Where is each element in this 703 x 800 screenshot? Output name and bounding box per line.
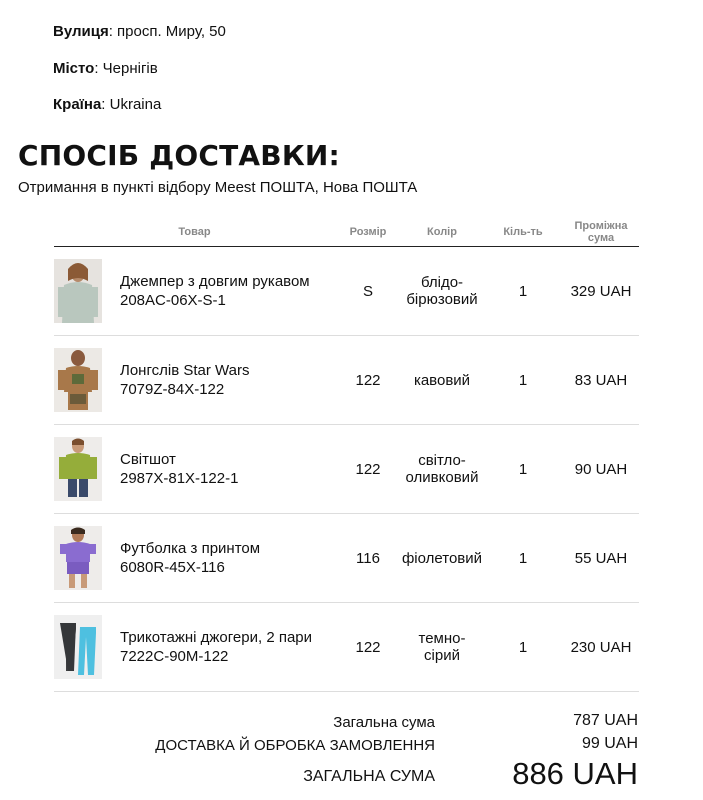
product-thumbnail-cell [54, 336, 120, 425]
product-price: 329 UAH [563, 247, 639, 336]
product-price: 55 UAH [563, 514, 639, 603]
city-value: : Чернігів [94, 60, 158, 77]
product-size: 122 [335, 425, 401, 514]
product-price: 83 UAH [563, 336, 639, 425]
address-country [53, 96, 161, 114]
street-value: : просп. Миру, 50 [108, 23, 226, 40]
product-sku: 7079Z-84X-122 [120, 381, 225, 398]
product-name-cell [120, 425, 335, 514]
delivery-method: Отримання в пункті відбору Meest ПОШТА, Нова ПОШТА [18, 179, 418, 196]
address-street [53, 23, 226, 41]
header-qty: Кіль-ть [483, 218, 563, 247]
street-label: Вулиця [53, 23, 109, 40]
product-size: 116 [335, 514, 401, 603]
header-color: Колір [401, 218, 483, 247]
product-size: S [335, 247, 401, 336]
table-row [54, 336, 639, 425]
product-sku: 7222C-90M-122 [120, 648, 229, 665]
product-image-jumper[interactable] [54, 259, 102, 323]
total-value: 787 UAH [573, 712, 638, 729]
product-price: 90 UAH [563, 425, 639, 514]
country-value: : Ukraina [101, 96, 162, 113]
product-thumbnail-cell [54, 514, 120, 603]
product-sku: 2987X-81X-122-1 [120, 470, 239, 487]
product-sku: 6080R-45X-116 [120, 559, 225, 576]
product-image-sweatshirt[interactable] [54, 437, 102, 501]
address-city [53, 60, 158, 78]
city-label: Місто [53, 60, 95, 77]
product-name-cell [120, 514, 335, 603]
delivery-title: СПОСІБ ДОСТАВКИ: [18, 139, 340, 172]
header-size: Розмір [335, 218, 401, 247]
product-color: блідо-бірюзовий [401, 247, 483, 336]
product-color: темно-сірий [401, 603, 483, 692]
product-thumbnail-cell [54, 425, 120, 514]
product-color: світло-оливковий [401, 425, 483, 514]
header-product: Товар [54, 218, 335, 247]
header-subtotal: Проміжна сума [563, 218, 639, 247]
product-name: Лонгслів Star Wars [120, 362, 250, 379]
product-qty: 1 [483, 247, 563, 336]
product-name: Світшот [120, 451, 176, 468]
shipping-value: 99 UAH [581, 735, 638, 752]
product-name-cell [120, 603, 335, 692]
product-qty: 1 [483, 603, 563, 692]
product-qty: 1 [483, 336, 563, 425]
table-row [54, 425, 639, 514]
product-thumbnail-cell [54, 247, 120, 336]
product-qty: 1 [483, 514, 563, 603]
product-size: 122 [335, 336, 401, 425]
product-thumbnail-cell [54, 603, 120, 692]
product-sku: 208AC-06X-S-1 [120, 292, 226, 309]
product-image-tshirt[interactable] [54, 526, 102, 590]
product-color: кавовий [401, 336, 483, 425]
product-price: 230 UAH [563, 603, 639, 692]
table-row [54, 603, 639, 692]
product-name-cell [120, 247, 335, 336]
product-color: фіолетовий [401, 514, 483, 603]
product-qty: 1 [483, 425, 563, 514]
grand-total-label: ЗАГАЛЬНА СУМА [303, 768, 435, 785]
product-name-cell [120, 336, 335, 425]
table-row [54, 247, 639, 336]
product-name: Трикотажні джогери, 2 пари [120, 629, 313, 646]
order-items-table [54, 218, 639, 692]
product-image-joggers[interactable] [54, 615, 102, 679]
product-name: Джемпер з довгим рукавом [120, 273, 310, 290]
product-size: 122 [335, 603, 401, 692]
grand-total-value: 886 UAH [512, 756, 638, 791]
total-label: Загальна сума [333, 714, 435, 731]
country-label: Країна [53, 96, 102, 113]
shipping-label: ДОСТАВКА Й ОБРОБКА ЗАМОВЛЕННЯ [155, 737, 435, 754]
table-row [54, 514, 639, 603]
product-name: Футболка з принтом [120, 540, 261, 557]
table-header-row [54, 218, 639, 247]
product-image-longsleeve[interactable] [54, 348, 102, 412]
